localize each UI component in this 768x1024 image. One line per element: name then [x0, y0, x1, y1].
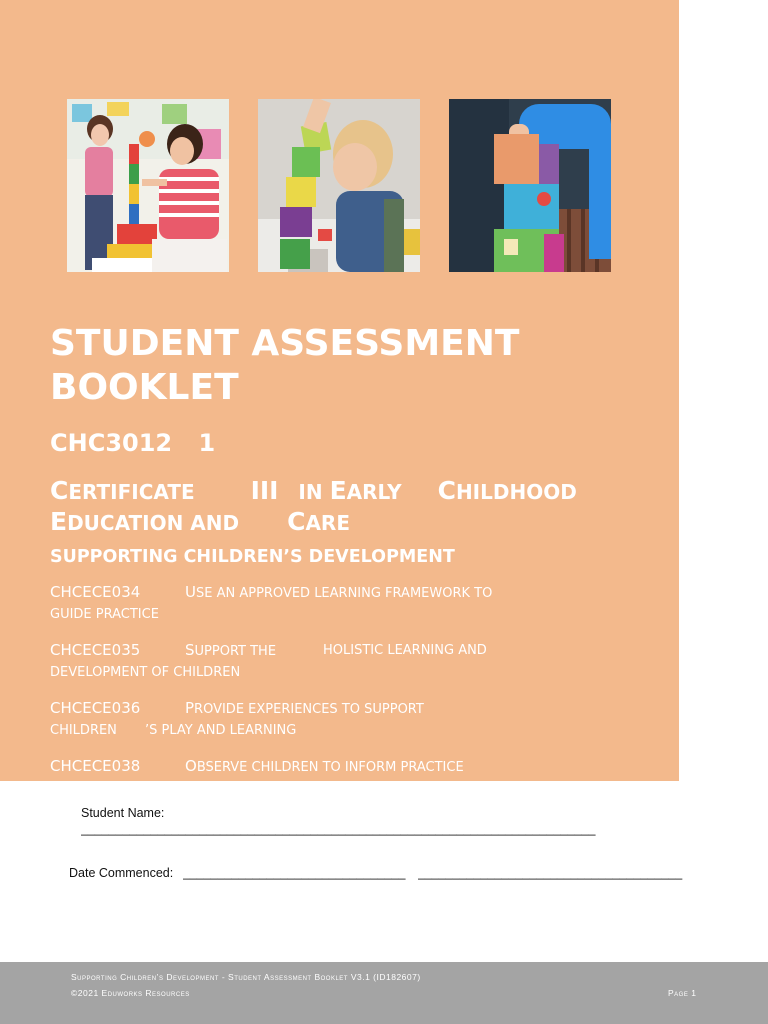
unit-code: CHCECE035	[50, 641, 141, 659]
date-commenced-label: Date Commenced:	[69, 866, 174, 880]
qualification-cap-c2: C	[437, 476, 456, 505]
booklet-title	[50, 322, 519, 410]
date-commenced-field[interactable]: ________________________________	[183, 866, 406, 880]
booklet-title-line1: STUDENT ASSESSMENT	[50, 323, 520, 364]
booklet-title-line2: BOOKLET	[50, 367, 239, 408]
footer-document-title: Supporting Children’s Development - Student Assessment Booklet V3.1 (ID182607)	[71, 972, 421, 982]
unit-chcece036	[50, 699, 424, 717]
unit-title-line1: ROVIDE EXPERIENCES TO SUPPORT	[194, 702, 424, 717]
photo-woman-and-girl-with-blocks	[67, 99, 229, 272]
photo-toddler-with-letter-cubes	[258, 99, 420, 272]
unit-code: CHCECE034	[50, 583, 141, 601]
subject-title: SUPPORTING CHILDREN’S DEVELOPMENT	[50, 547, 455, 567]
footer-page-number: Page 1	[668, 988, 697, 998]
student-name-field[interactable]: __________________________________________________________________________	[81, 822, 596, 836]
unit-title-cap: O	[185, 757, 197, 775]
unit-chcece036-line2	[50, 723, 297, 738]
unit-title-line2a: CHILDREN	[50, 723, 117, 738]
qualification-word-iii: III	[250, 476, 279, 505]
qualification-word-early: ARLY	[346, 480, 402, 504]
unit-title-cap: U	[185, 583, 196, 601]
unit-chcece034-line2: GUIDE PRACTICE	[50, 607, 159, 622]
unit-title-line1a: UPPORT THE	[194, 644, 277, 659]
qualification-cap-e2: E	[50, 507, 68, 536]
student-name-label: Student Name:	[81, 806, 165, 820]
course-code-main: CHC3012	[50, 429, 173, 457]
course-code	[50, 429, 215, 457]
qualification-cap-c3: C	[287, 507, 306, 536]
unit-title-cap: P	[185, 699, 195, 717]
unit-code: CHCECE038	[50, 757, 141, 775]
qualification-word-childhood: HILDHOOD	[455, 480, 577, 504]
qualification-line1	[50, 476, 577, 505]
qualification-word-certificate: ERTIFICATE	[68, 480, 195, 504]
qualification-cap-e: E	[329, 476, 347, 505]
page-footer	[0, 962, 768, 1024]
course-code-suffix: 1	[198, 429, 216, 457]
unit-title-cap: S	[185, 641, 195, 659]
unit-chcece034	[50, 583, 493, 601]
qualification-line2	[50, 507, 350, 536]
qualification-word-education-and: DUCATION AND	[67, 511, 240, 535]
unit-chcece035-line2: DEVELOPMENT OF CHILDREN	[50, 665, 241, 680]
unit-code: CHCECE036	[50, 699, 141, 717]
unit-chcece038	[50, 757, 464, 775]
photo-child-stacking-picture-blocks	[449, 99, 611, 272]
unit-title-line2b: ’S PLAY AND LEARNING	[145, 723, 297, 738]
qualification-word-care: ARE	[305, 511, 350, 535]
date-commenced-field-extra[interactable]: ______________________________________	[418, 866, 683, 880]
qualification-cap-c: C	[50, 476, 69, 505]
unit-title-line1: BSERVE CHILDREN TO INFORM PRACTICE	[196, 760, 464, 775]
qualification-word-in: IN	[298, 480, 323, 504]
unit-chcece035	[50, 641, 487, 659]
unit-title-line1: SE AN APPROVED LEARNING FRAMEWORK TO	[195, 586, 493, 601]
unit-title-line1b: HOLISTIC LEARNING AND	[323, 643, 487, 658]
footer-copyright: ©2021 Eduworks Resources	[71, 988, 190, 998]
